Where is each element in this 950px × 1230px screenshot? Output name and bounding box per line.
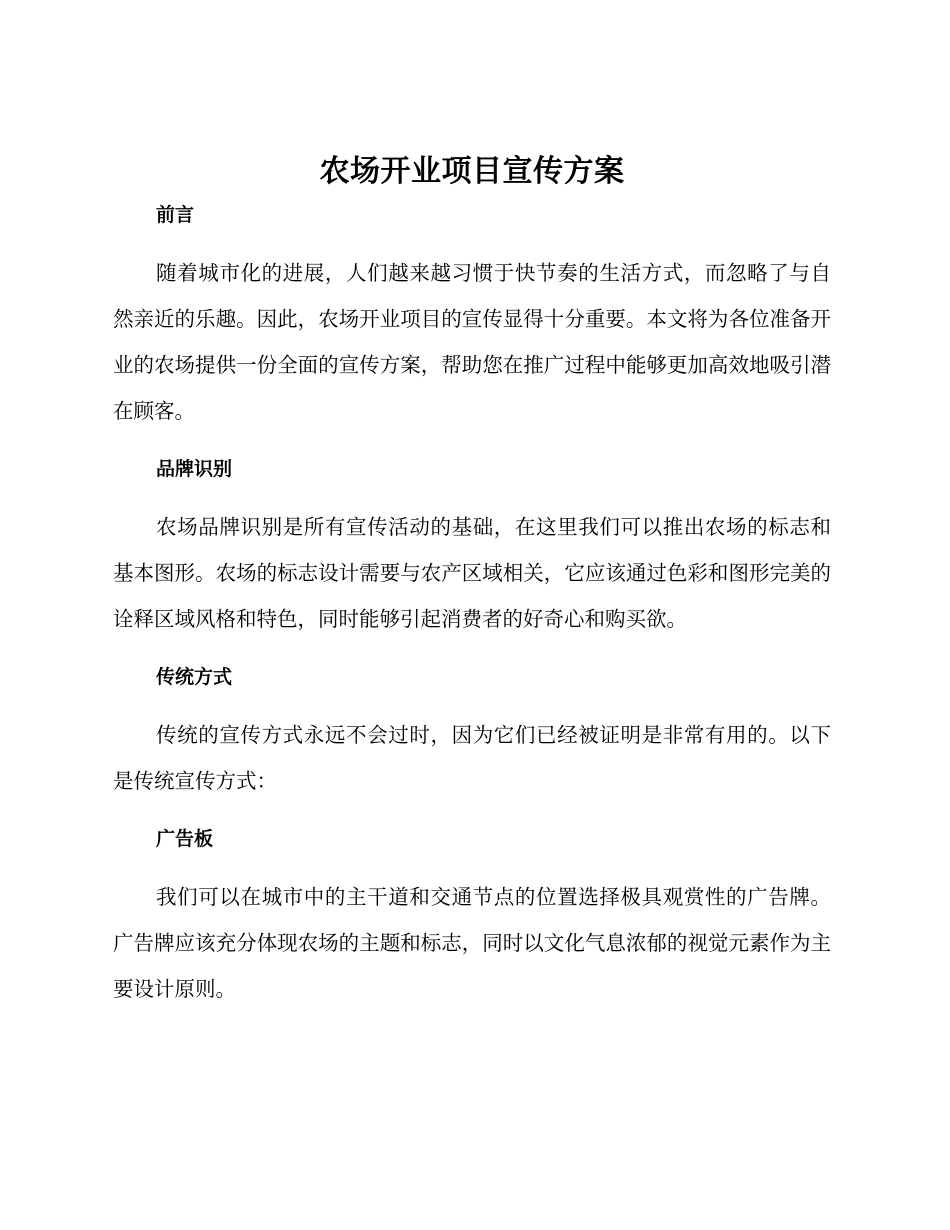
section-heading-traditional-methods: 传统方式 [156,666,233,688]
section-paragraph-brand-identity: 农场品牌识别是所有宣传活动的基础，在这里我们可以推出农场的标志和基本图形。农场的标志设计需要与农产区域相关，它应该通过色彩和图形完美的诠释区域风格和特色，同时能够引起消费者的好奇心和购买欲。 [113,515,831,631]
section-heading-preface: 前言 [156,204,195,226]
section-paragraph-billboards: 我们可以在城市中的主干道和交通节点的位置选择极具观赏性的广告牌。广告牌应该充分体现农场的主题和标志，同时以文化气息浓郁的视觉元素作为主要设计原则。 [113,885,831,1001]
section-paragraph-traditional-methods: 传统的宣传方式永远不会过时，因为它们已经被证明是非常有用的。以下是传统宣传方式： [113,723,831,793]
section-heading-billboards: 广告板 [156,828,214,850]
section-paragraph-preface: 随着城市化的进展，人们越来越习惯于快节奏的生活方式，而忽略了与自然亲近的乐趣。因此，农场开业项目的宣传显得十分重要。本文将为各位准备开业的农场提供一份全面的宣传方案，帮助您在推广过程中能够更加高效地吸引潜在顾客。 [113,261,831,423]
document-title: 农场开业项目宣传方案 [319,154,625,189]
document-page [113,150,831,1012]
section-heading-brand-identity: 品牌识别 [156,458,233,480]
